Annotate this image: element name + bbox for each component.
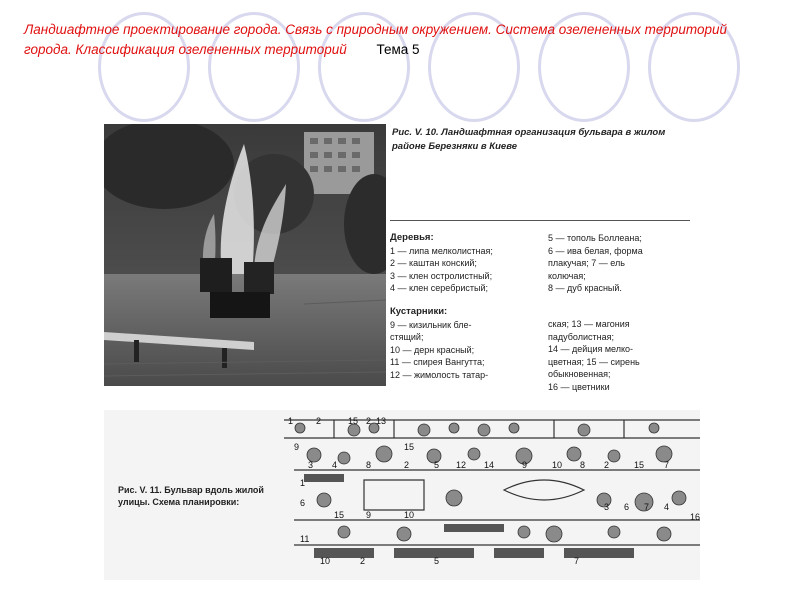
plan-label: 14 xyxy=(484,460,495,470)
legend-item: 14 — дейция мелко- xyxy=(548,344,634,355)
legend-item: 6 — ива белая, форма xyxy=(548,245,643,256)
plan-label: 8 xyxy=(366,460,372,470)
plan-label: 3 xyxy=(308,460,314,470)
legend-item: 10 — дерн красный; xyxy=(390,344,475,355)
legend-item: 3 — клен остролистный; xyxy=(390,270,493,281)
plan-label: 2 xyxy=(604,460,610,470)
shrubs-heading: Кустарники: xyxy=(390,306,448,317)
legend-item: 16 — цветники xyxy=(548,381,610,392)
plan-label: 16 xyxy=(690,512,700,522)
plan-label: 5 xyxy=(434,556,440,566)
slide-header xyxy=(24,20,764,60)
plan-label: 12 xyxy=(456,460,467,470)
legend-item: цветная; 15 — сирень xyxy=(548,356,640,367)
legend-item: 11 — спирея Вангутта; xyxy=(390,357,485,368)
legend-item: 4 — клен серебристый; xyxy=(390,283,488,294)
legend-item: 12 — жимолость татар- xyxy=(390,369,489,380)
legend-item: падуболистная; xyxy=(548,331,614,342)
shrubs-legend-right xyxy=(548,318,698,394)
plan-label: 15 xyxy=(348,416,359,426)
legend-item: 8 — дуб красный. xyxy=(548,283,622,294)
plan-label: 10 xyxy=(320,556,331,566)
plan-label: 9 xyxy=(366,510,372,520)
shrubs-legend-left xyxy=(390,306,540,382)
trees-legend-left xyxy=(390,232,540,295)
legend-item: обыкновенная; xyxy=(548,369,611,380)
legend-item: ская; 13 — магония xyxy=(548,319,630,329)
trees-legend-right xyxy=(548,232,698,295)
legend-item: стящий; xyxy=(390,332,424,343)
plan-label: 2 xyxy=(360,556,366,566)
plan-label: 1 xyxy=(288,416,294,426)
plan-label: 3 xyxy=(604,502,610,512)
plan-label: 7 xyxy=(664,460,670,470)
plan-label: 15 xyxy=(634,460,645,470)
divider xyxy=(390,220,690,221)
plan-label: 4 xyxy=(664,502,670,512)
plan-label: 1 xyxy=(300,478,306,488)
slide-title: Ландшафтное проектирование города. Связь с природным окружением. Система озелененных территорий города. Классификация озелененных территорий xyxy=(24,22,728,57)
plan-label: 9 xyxy=(522,460,528,470)
legend-item: колючая; xyxy=(548,270,586,281)
legend-item: 2 — каштан конский; xyxy=(390,258,477,269)
plan-label: 10 xyxy=(552,460,563,470)
legend-item: 5 — тополь Боллеана; xyxy=(548,233,642,243)
plan-label: 6 xyxy=(624,502,630,512)
legend-item: 9 — кизильник бле- xyxy=(390,319,472,330)
figure-10-caption: Рис. V. 10. Ландшафтная организация бульвара в жилом районе Березняки в Киеве xyxy=(392,127,666,152)
plan-label: 6 xyxy=(300,498,306,508)
plan-label: 4 xyxy=(332,460,338,470)
fountain-photo xyxy=(104,124,386,386)
plan-label: 9 xyxy=(294,442,300,452)
plan-label: 2 xyxy=(404,460,410,470)
legend-item: плакучая; 7 — ель xyxy=(548,258,625,269)
plan-label: 2 xyxy=(316,416,322,426)
plan-label: 7 xyxy=(574,556,580,566)
plan-label: 7 xyxy=(644,502,650,512)
plan-label: 13 xyxy=(376,416,387,426)
plan-label: 15 xyxy=(404,442,415,452)
plan-label: 5 xyxy=(434,460,440,470)
legend-item: 1 — липа мелколистная; xyxy=(390,245,493,256)
scanned-page xyxy=(104,124,700,580)
trees-heading: Деревья: xyxy=(390,232,434,243)
plan-label: 8 xyxy=(580,460,586,470)
plan-label: 15 xyxy=(334,510,345,520)
plan-label: 10 xyxy=(404,510,415,520)
plan-label: 2 xyxy=(366,416,372,426)
topic-number: Тема 5 xyxy=(376,42,420,57)
plan-label: 11 xyxy=(300,534,310,544)
figure-11-caption: Рис. V. 11. Бульвар вдоль жилой улицы. Схема планировки: xyxy=(118,485,264,507)
